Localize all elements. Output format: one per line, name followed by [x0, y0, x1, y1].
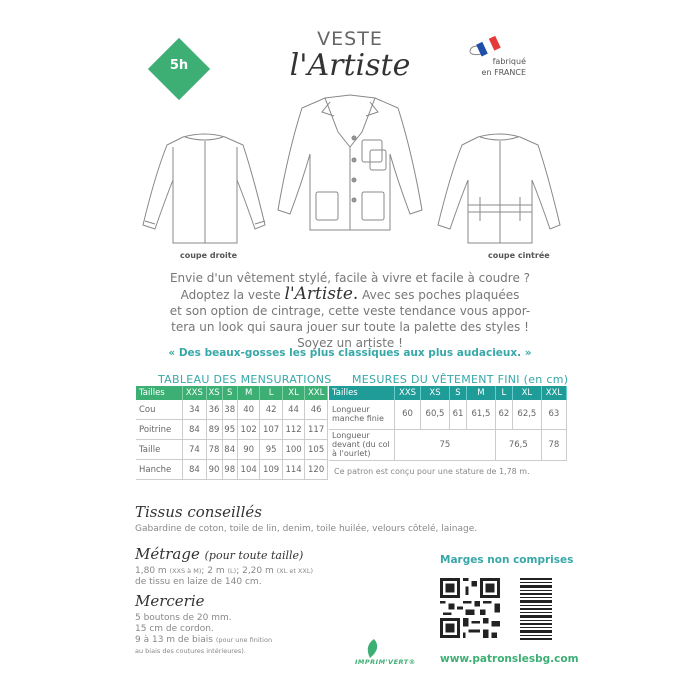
jacket-back-fitted-illustration: [430, 125, 570, 249]
jacket-back-straight-illustration: [135, 125, 275, 249]
seam-allowance-note: Marges non comprises: [440, 554, 574, 566]
barcode-icon: [520, 578, 552, 640]
table-row: Poitrine 84 89 95 102 107 112 117: [136, 420, 328, 440]
table-row: Cou 34 36 38 40 42 44 46: [136, 400, 328, 420]
tagline: « Des beaux-gosses les plus classiques aux plus audacieux. »: [168, 347, 532, 359]
fabrics-title: Tissus conseillés: [135, 503, 262, 521]
made-in-france-label: fabriqué en FRANCE: [481, 57, 526, 77]
intro-paragraph: Envie d'un vêtement stylé, facile à vivre et facile à coudre ? Adoptez la veste l'Artiste. Avec ses poches plaquées et son option de cintrage, cette veste tendance vous appor- tera un look qui saura jouer sur toute la palette des styles ! Soyez un artiste !: [169, 271, 531, 350]
caption-fitted-cut: coupe cintrée: [488, 251, 550, 260]
yardage-title: Métrage (pour toute taille): [135, 545, 304, 563]
imprim-vert-label: IMPRIM'VERT®: [355, 658, 416, 666]
table-row: Longueur devant (du col à l'ourlet) 75 76,5 78: [329, 429, 567, 460]
table-header-row: Tailles XXS XS S M L XL XXL: [329, 386, 567, 400]
body-measurements-table: [136, 386, 328, 480]
garment-measurements-title: MESURES DU VÊTEMENT FINI (en cm): [352, 373, 569, 386]
notions-title: Mercerie: [135, 592, 205, 610]
table-row: Taille 74 78 84 90 95 100 105: [136, 440, 328, 460]
stature-note: Ce patron est conçu pour une stature de 1,78 m.: [334, 467, 530, 476]
title-veste: VESTE: [317, 28, 383, 50]
table-row: Hanche 84 90 98 104 109 114 120: [136, 460, 328, 480]
jacket-front-illustration: [270, 92, 430, 246]
website-link[interactable]: www.patronslesbg.com: [440, 653, 579, 665]
body-measurements-title: TABLEAU DES MENSURATIONS: [158, 373, 332, 386]
time-badge-label: 5h: [169, 58, 189, 73]
table-row: Longueur manche finie 60 60,5 61 61,5 62 62,5 63: [329, 400, 567, 429]
fabrics-text: Gabardine de coton, toile de lin, denim, toile huilée, velours côtelé, lainage.: [135, 524, 478, 534]
caption-straight-cut: coupe droite: [180, 251, 238, 260]
garment-measurements-table: [329, 386, 567, 461]
yardage-text: 1,80 m (XXS à M); 2 m (L); 2,20 m (XL et XXL) de tissu en laize de 140 cm.: [135, 566, 313, 587]
notions-text: 5 boutons de 20 mm. 15 cm de cordon. 9 à 13 m de biais (pour une finition au biais des coutures intérieures).: [135, 613, 273, 655]
title-artiste: l'Artiste: [289, 48, 411, 83]
qr-code-icon[interactable]: [440, 578, 500, 638]
table-header-row: Tailles XXS XS S M L XL XXL: [136, 386, 328, 400]
